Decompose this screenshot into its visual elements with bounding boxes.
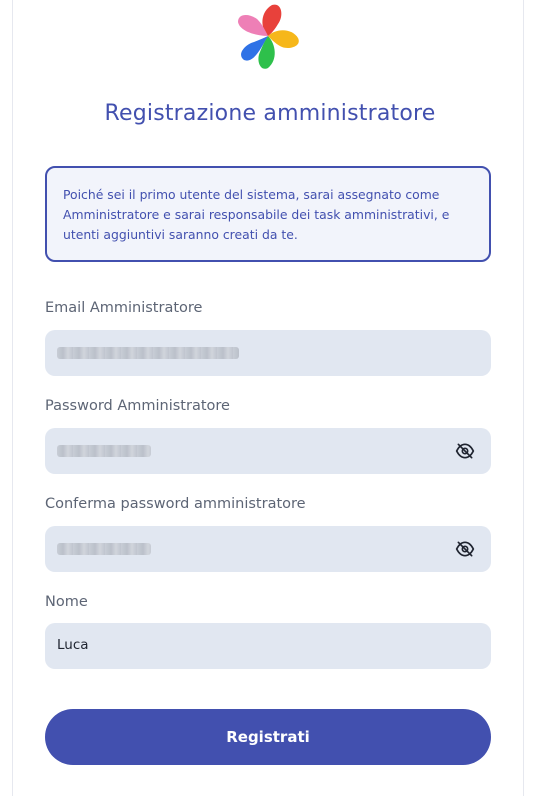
- eye-off-icon[interactable]: [455, 442, 475, 460]
- name-label: Nome: [45, 594, 88, 610]
- first-user-notice: Poiché sei il primo utente del sistema, sarai assegnato come Amministratore e sarai responsabile dei task amministrativi, e utenti aggiuntivi saranno creati da te.: [45, 166, 491, 262]
- register-button[interactable]: Registrati: [45, 709, 491, 765]
- password-value-obscured: [57, 445, 151, 457]
- name-value: Luca: [57, 637, 89, 653]
- password-field[interactable]: [45, 428, 491, 474]
- eye-off-icon[interactable]: [455, 540, 475, 558]
- email-label: Email Amministratore: [45, 300, 203, 316]
- confirm-password-field[interactable]: [45, 526, 491, 572]
- confirm-password-label: Conferma password amministratore: [45, 496, 306, 512]
- email-value-obscured: [57, 347, 239, 359]
- email-field[interactable]: [45, 330, 491, 376]
- password-label: Password Amministratore: [45, 398, 230, 414]
- name-field[interactable]: [45, 623, 491, 669]
- confirm-password-value-obscured: [57, 543, 151, 555]
- app-logo-icon: [232, 2, 304, 74]
- page-title: Registrazione amministratore: [104, 101, 436, 126]
